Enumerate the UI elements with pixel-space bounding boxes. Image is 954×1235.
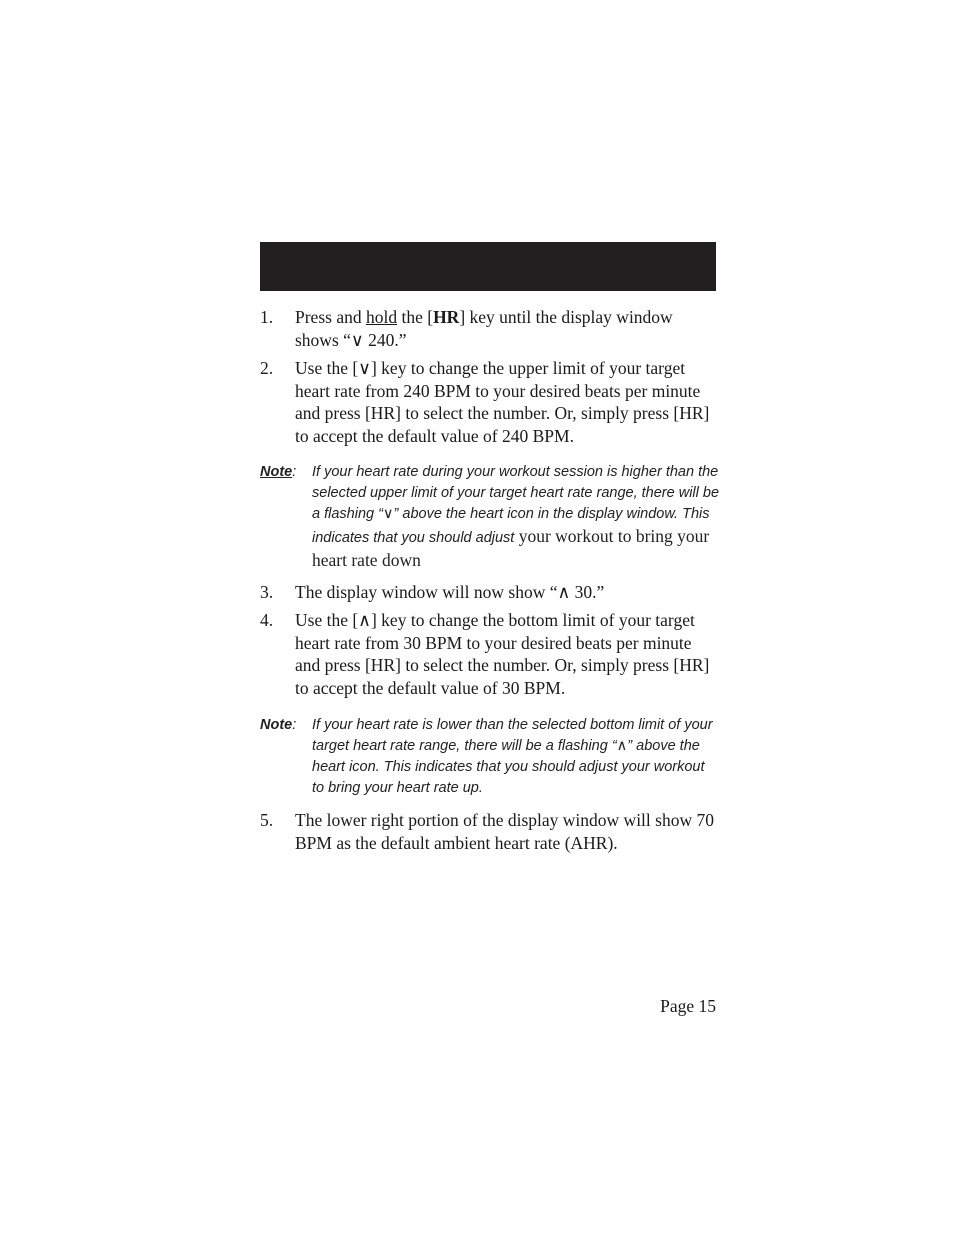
note-label: Note:	[260, 717, 297, 733]
list-number: 3.	[260, 582, 274, 602]
list-text: Use the [∨] key to change the upper limit of your target heart rate from 240 BPM to your desired beats per minute and press [HR] to select the number. Or, simply press [HR] to accept the default value of 240 BPM.	[295, 358, 710, 446]
note-label: Note:	[260, 464, 297, 480]
note-text: If your heart rate is lower than the selected bottom limit of your target heart rate range, there will be a flashing “∧” above the heart icon. This indicates that you should adjust your workout to bring your heart rate up.	[312, 717, 713, 796]
hr-key-label: HR	[433, 307, 460, 327]
list-number: 1.	[260, 307, 274, 327]
list-text: The lower right portion of the display window will show 70 BPM as the default ambient heart rate (AHR).	[295, 810, 714, 853]
note-lower-limit	[260, 715, 720, 799]
list-text: Use the [∧] key to change the bottom limit of your target heart rate from 30 BPM to your desired beats per minute and press [HR] to select the number. Or, simply press [HR] to accept the default value of 30 BPM.	[295, 610, 710, 698]
list-item-4	[260, 609, 720, 699]
list-number: 5.	[260, 810, 274, 830]
list-item-2	[260, 357, 720, 447]
list-item-3	[260, 581, 720, 604]
list-item-5	[260, 809, 720, 854]
list-text: The display window will now show “∧ 30.”	[295, 582, 605, 602]
hold-word: hold	[365, 307, 398, 327]
list-number: 2.	[260, 358, 274, 378]
note-text: If your heart rate during your workout session is higher than the selected upper limit of your target heart rate range, there will be a flashing “∨” above the heart icon in the display window. This indicates that you should adjust your workout to bring your heart rate down	[312, 464, 720, 570]
page-number: Page 15	[660, 996, 716, 1016]
note-upper-limit	[260, 462, 720, 573]
section-header-bar	[260, 242, 716, 291]
list-number: 4.	[260, 610, 274, 630]
list-item-1	[260, 306, 720, 351]
list-text: Press and hold the [HR] key until the display window shows “∨ 240.”	[295, 307, 673, 350]
